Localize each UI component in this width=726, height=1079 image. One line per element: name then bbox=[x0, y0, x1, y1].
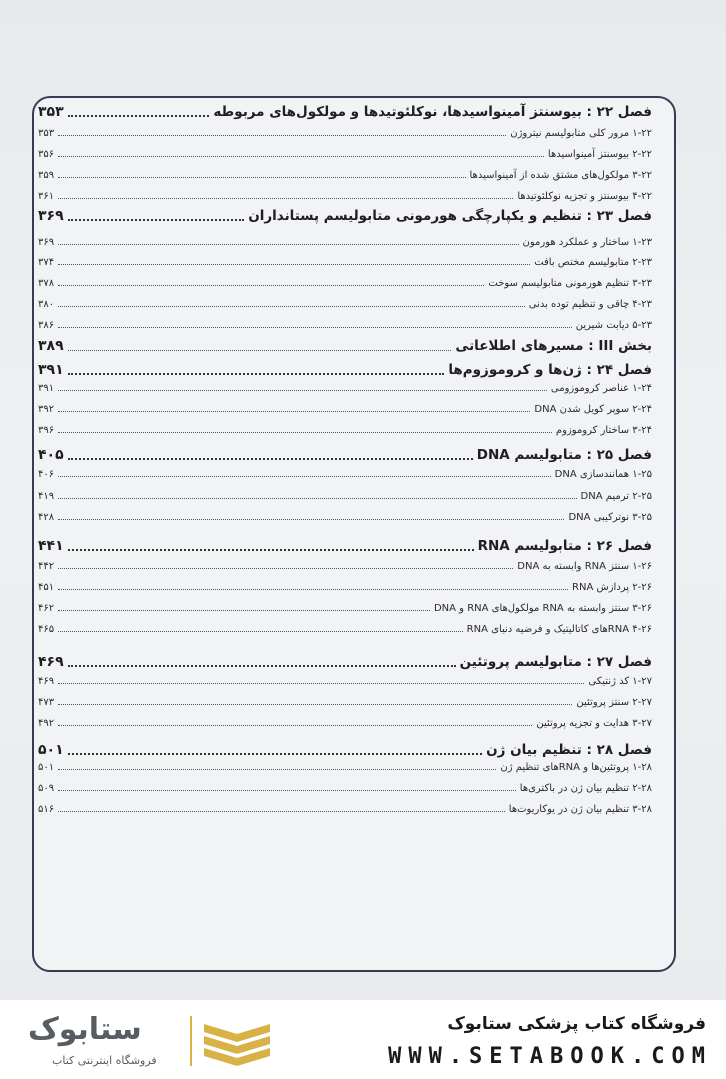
toc-title: فصل ۲۷ : متابولیسم پروتئین bbox=[459, 654, 652, 670]
toc-page-number: ۳۸۶ bbox=[38, 320, 55, 331]
toc-page-number: ۳۹۱ bbox=[38, 383, 55, 394]
toc-section-row bbox=[38, 491, 652, 502]
logo-wordmark: ستابوک bbox=[28, 1012, 142, 1047]
toc-section-row bbox=[38, 278, 652, 289]
toc-page-number: ۳۶۱ bbox=[38, 191, 55, 202]
dot-leader bbox=[58, 589, 568, 590]
toc-chapter-row bbox=[38, 362, 652, 378]
toc-section-row bbox=[38, 804, 652, 815]
toc-page-number: ۳۵۹ bbox=[38, 170, 55, 181]
toc-title: ۲-۲۶ پردازش RNA bbox=[572, 582, 652, 593]
toc-chapter-row bbox=[38, 208, 652, 224]
toc-page-number: ۴۹۲ bbox=[38, 718, 55, 729]
toc-title: ۳-۲۶ سنتز وابسته به RNA مولکول‌های RNA و DNA bbox=[433, 603, 652, 614]
dot-leader bbox=[58, 177, 465, 178]
toc-title: فصل ۲۲ : بیوسنتز آمینواسیدها، نوکلئوتیدها و مولکول‌های مربوطه bbox=[213, 104, 652, 120]
toc-title: ۳-۲۷ هدایت و تجزیه پروتئین bbox=[536, 718, 652, 729]
dot-leader bbox=[58, 244, 518, 245]
toc-title: ۱-۲۴ عناصر کروموزومی bbox=[550, 383, 652, 394]
toc-title: ۳-۲۲ مولکول‌های مشتق شده از آمینواسیدها bbox=[469, 170, 652, 181]
toc-title: ۱-۲۵ همانندسازی DNA bbox=[554, 469, 652, 480]
dot-leader bbox=[58, 285, 484, 286]
toc-page-number: ۳۷۴ bbox=[38, 257, 55, 268]
toc-page-number: ۳۶۹ bbox=[38, 237, 55, 248]
toc-title: ۱-۲۷ کد ژنتیکی bbox=[588, 676, 652, 687]
toc-title: ۲-۲۷ سنتز پروتئین bbox=[576, 697, 652, 708]
toc-title: ۳-۲۴ ساختار کروموزوم bbox=[555, 425, 652, 436]
toc-chapter-row bbox=[38, 447, 652, 463]
toc-section-row bbox=[38, 191, 652, 202]
toc-section-row bbox=[38, 512, 652, 523]
dot-leader bbox=[68, 115, 210, 117]
toc-page-number: ۴۷۳ bbox=[38, 697, 55, 708]
dot-leader bbox=[68, 665, 456, 667]
toc-page-number: ۳۵۳ bbox=[38, 128, 55, 139]
toc-section-row bbox=[38, 676, 652, 687]
dot-leader bbox=[58, 476, 551, 477]
toc-title: ۴-۲۶ RNAهای کاتالیتیک و فرضیه دنیای RNA bbox=[466, 624, 652, 635]
toc-page-number: ۳۹۱ bbox=[38, 362, 64, 378]
logo-divider bbox=[190, 1016, 192, 1066]
toc-page-number: ۵۰۱ bbox=[38, 742, 64, 758]
toc-title: فصل ۲۸ : تنظیم بیان ژن bbox=[486, 742, 652, 758]
toc-section-row bbox=[38, 718, 652, 729]
toc-page-number: ۴۲۸ bbox=[38, 512, 55, 523]
toc-part-row bbox=[38, 338, 652, 354]
toc-chapter-row bbox=[38, 104, 652, 120]
dot-leader bbox=[58, 725, 532, 726]
toc-page-number: ۴۶۹ bbox=[38, 676, 55, 687]
toc-title: ۲-۲۴ سوپر کویل شدن DNA bbox=[534, 404, 652, 415]
toc-section-row bbox=[38, 783, 652, 794]
toc-page-number: ۴۴۱ bbox=[38, 538, 64, 554]
toc-page-number: ۳۵۳ bbox=[38, 104, 64, 120]
dot-leader bbox=[68, 219, 245, 221]
toc-title: ۲-۲۳ متابولیسم مختص بافت bbox=[534, 257, 652, 268]
toc-title: ۲-۲۲ بیوسنتز آمینواسیدها bbox=[547, 149, 652, 160]
dot-leader bbox=[58, 390, 547, 391]
toc-page-number: ۴۰۶ bbox=[38, 469, 55, 480]
toc-section-row bbox=[38, 561, 652, 572]
toc-title: ۳-۲۵ نوترکیبی DNA bbox=[568, 512, 652, 523]
dot-leader bbox=[68, 373, 445, 375]
dot-leader bbox=[58, 811, 505, 812]
toc-page-number: ۴۱۹ bbox=[38, 491, 55, 502]
toc-title: ۳-۲۳ تنظیم هورمونی متابولیسم سوخت bbox=[488, 278, 652, 289]
toc-page-number: ۴۰۵ bbox=[38, 447, 64, 463]
toc-section-row bbox=[38, 404, 652, 415]
dot-leader bbox=[58, 568, 513, 569]
toc-section-row bbox=[38, 299, 652, 310]
dot-leader bbox=[68, 458, 473, 460]
dot-leader bbox=[58, 610, 430, 611]
toc-chapter-row bbox=[38, 654, 652, 670]
toc-page-number: ۴۵۱ bbox=[38, 582, 55, 593]
toc-section-row bbox=[38, 603, 652, 614]
dot-leader bbox=[58, 704, 572, 705]
toc-title: ۱-۲۳ ساختار و عملکرد هورمون bbox=[522, 237, 652, 248]
dot-leader bbox=[68, 549, 474, 551]
toc-page-number: ۴۶۹ bbox=[38, 654, 64, 670]
toc-section-row bbox=[38, 762, 652, 773]
dot-leader bbox=[58, 519, 564, 520]
store-banner bbox=[0, 1000, 726, 1079]
toc-page-number: ۵۱۶ bbox=[38, 804, 55, 815]
toc-title: فصل ۲۵ : متابولیسم DNA bbox=[476, 447, 652, 463]
dot-leader bbox=[68, 350, 452, 351]
dot-leader bbox=[68, 753, 482, 755]
toc-page-number: ۳۹۶ bbox=[38, 425, 55, 436]
toc-title: ۳-۲۸ تنظیم بیان ژن در یوکاریوت‌ها bbox=[508, 804, 652, 815]
toc-title: فصل ۲۴ : ژن‌ها و کروموزوم‌ها bbox=[448, 362, 652, 378]
toc-page-number: ۳۸۰ bbox=[38, 299, 55, 310]
dot-leader bbox=[58, 769, 496, 770]
dot-leader bbox=[58, 264, 530, 265]
toc-section-row bbox=[38, 425, 652, 436]
dot-leader bbox=[58, 411, 530, 412]
toc-page-number: ۳۶۹ bbox=[38, 208, 64, 224]
toc-title: ۴-۲۳ چاقی و تنظیم توده بدنی bbox=[528, 299, 652, 310]
toc-title: ۲-۲۸ تنظیم بیان ژن در باکتری‌ها bbox=[519, 783, 652, 794]
toc-title: فصل ۲۳ : تنظیم و یکپارچگی هورمونی متابولیسم پستانداران bbox=[248, 208, 652, 224]
dot-leader bbox=[58, 198, 513, 199]
toc-title: ۱-۲۲ مرور کلی متابولیسم نیتروژن bbox=[510, 128, 652, 139]
toc-page-number: ۴۴۲ bbox=[38, 561, 55, 572]
logo-tagline: فروشگاه اینترنتی کتاب bbox=[52, 1054, 157, 1067]
toc-section-row bbox=[38, 624, 652, 635]
toc-page-number: ۳۸۹ bbox=[38, 338, 64, 354]
dot-leader bbox=[58, 790, 516, 791]
toc-title: ۲-۲۵ ترمیم DNA bbox=[580, 491, 652, 502]
toc-section-row bbox=[38, 383, 652, 394]
toc-title: ۴-۲۲ بیوسنتز و تجزیه نوکلئوتیدها bbox=[517, 191, 652, 202]
toc-section-row bbox=[38, 257, 652, 268]
dot-leader bbox=[58, 683, 584, 684]
toc-chapter-row bbox=[38, 538, 652, 554]
toc-page-number: ۳۵۶ bbox=[38, 149, 55, 160]
toc-section-row bbox=[38, 237, 652, 248]
toc-page-number: ۳۹۲ bbox=[38, 404, 55, 415]
toc-page-number: ۴۶۵ bbox=[38, 624, 55, 635]
dot-leader bbox=[58, 135, 506, 136]
toc-chapter-row bbox=[38, 742, 652, 758]
book-stack-logo-icon bbox=[198, 1018, 276, 1068]
dot-leader bbox=[58, 432, 552, 433]
toc-frame bbox=[32, 96, 676, 972]
toc-section-row bbox=[38, 128, 652, 139]
toc-title: فصل ۲۶ : متابولیسم RNA bbox=[477, 538, 652, 554]
toc-title: بخش III : مسیرهای اطلاعاتی bbox=[455, 338, 652, 354]
toc-title: ۵-۲۳ دیابت شیرین bbox=[575, 320, 652, 331]
dot-leader bbox=[58, 327, 572, 328]
toc-section-row bbox=[38, 320, 652, 331]
dot-leader bbox=[58, 631, 463, 632]
toc-page-number: ۵۰۱ bbox=[38, 762, 55, 773]
toc-title: ۱-۲۸ پروتئین‌ها و RNAهای تنظیم ژن bbox=[500, 762, 652, 773]
toc-section-row bbox=[38, 170, 652, 181]
toc-section-row bbox=[38, 469, 652, 480]
toc-section-row bbox=[38, 149, 652, 160]
dot-leader bbox=[58, 306, 525, 307]
dot-leader bbox=[58, 156, 544, 157]
toc-page-number: ۳۷۸ bbox=[38, 278, 55, 289]
toc-section-row bbox=[38, 582, 652, 593]
toc-title: ۱-۲۶ سنتز RNA وابسته به DNA bbox=[517, 561, 652, 572]
store-name: فروشگاه کتاب پزشکی ستابوک bbox=[447, 1014, 706, 1034]
toc-section-row bbox=[38, 697, 652, 708]
toc-page-number: ۴۶۲ bbox=[38, 603, 55, 614]
dot-leader bbox=[58, 498, 576, 499]
toc-page-number: ۵۰۹ bbox=[38, 783, 55, 794]
store-url[interactable]: WWW.SETABOOK.COM bbox=[388, 1044, 712, 1069]
